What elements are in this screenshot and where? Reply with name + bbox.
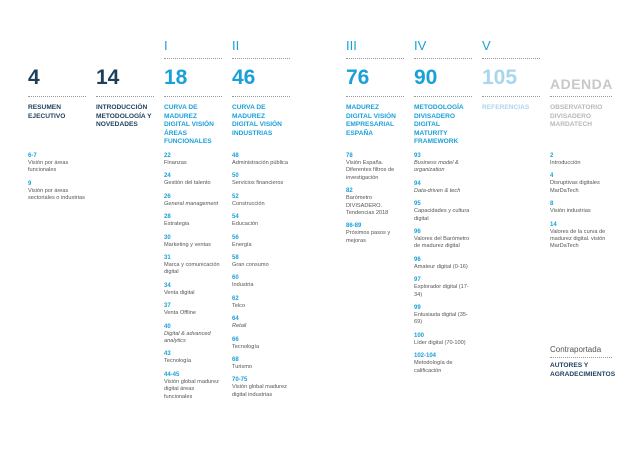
entry-page: 30 [164,234,171,241]
entry-label: Business model & organization [414,160,459,174]
entry-page: 31 [164,255,171,262]
entry-page: 6-7 [28,153,37,159]
section-divider [164,96,222,97]
section-title[interactable]: CURVA DE MADUREZ DIGITAL VISIÓN ÁREAS FUNCIONALES [164,104,214,146]
entry-page: 64 [232,316,239,323]
entry-page: 96 [414,256,421,263]
toc-entry[interactable] [164,254,222,277]
entry-label: Tecnología [164,358,192,365]
entry-label: Administración pública [232,160,288,166]
toc-entry[interactable] [414,276,472,299]
entry-label: Marketing y ventas [164,241,211,248]
entry-label: Metodología de calificación [414,360,453,374]
contraportada-label[interactable]: Contraportada [550,345,602,354]
entry-page: 95 [414,201,421,208]
toc-entry[interactable] [232,274,290,289]
toc-entry[interactable] [232,254,290,269]
entry-page: 96 [414,229,421,236]
entry-label: General management [164,200,219,207]
toc-entry[interactable] [346,152,404,182]
entry-label: Visión global madurez digital áreas funcionales [164,378,219,400]
entry-page: 4 [550,173,554,180]
entry-page: 62 [232,295,239,302]
part-divider [346,58,404,59]
section-divider [346,96,404,97]
toc-entry[interactable] [232,172,290,187]
entry-label: Líder digital (70-100) [414,339,466,346]
section-page-number[interactable]: ADENDA [550,76,613,92]
entry-page: 22 [164,153,171,159]
entry-label: Entusiasta digital (35-69) [414,312,468,326]
entry-label: Marca y comunicación digital [164,262,220,276]
entry-label: Venta Offline [164,310,196,317]
section-entries [232,152,290,404]
entry-page: 58 [232,255,239,262]
entry-label: Estrategia [164,221,190,228]
toc-entry[interactable] [164,193,222,208]
entry-label: Gran consumo [232,262,269,269]
toc-entry[interactable] [232,213,290,228]
entry-page: 86-89 [346,223,362,230]
entry-label: Barómetro DIVISADERO. Tendencias 2018 [346,195,389,217]
section-title[interactable]: REFERENCIAS [482,104,530,111]
entry-page: 52 [232,193,239,200]
entry-label: Visión por áreas funcionales [28,160,69,174]
toc-entry[interactable] [414,352,472,375]
entry-page: 2 [550,153,554,159]
entry-page: 44-45 [164,371,180,378]
section-page-number[interactable]: 90 [414,66,438,89]
section-title[interactable]: OBSERVATORIO DIVISADERO MARDATECH [550,104,603,129]
toc-entry[interactable] [164,213,222,228]
toc-entry[interactable] [28,180,86,203]
toc-entry[interactable] [414,152,472,175]
entry-page: 37 [164,303,171,310]
toc-entry[interactable] [414,304,472,327]
section-title[interactable]: INTRODUCCIÓN METODOLOGÍA Y NOVEDADES [96,104,152,129]
section-divider [28,96,86,97]
authors-and-acknowledgements[interactable]: AUTORES Y AGRADECIMIENTOS [550,362,616,378]
entry-label: Construcción [232,200,265,207]
toc-entry[interactable] [164,234,222,249]
entry-page: 99 [414,305,421,312]
toc-entry[interactable] [232,193,290,208]
section-page-number[interactable]: 46 [232,66,256,89]
section-divider [96,96,154,97]
section-title[interactable]: CURVA DE MADUREZ DIGITAL VISIÓN INDUSTRIAS [232,104,282,137]
entry-label: Digital & advanced analytics [164,330,211,345]
entry-label: Venta digital [164,289,195,296]
toc-entry[interactable] [164,302,222,317]
part-roman-numeral: V [482,38,491,53]
entry-label: Explorador digital (17-34) [414,284,469,298]
entry-label: Turismo [232,364,252,371]
toc-entry[interactable] [232,336,290,351]
part-roman-numeral: II [232,38,240,53]
entry-page: 97 [414,277,421,284]
toc-entry[interactable] [28,152,86,175]
entry-page: 100 [414,332,425,339]
toc-entry[interactable] [414,256,472,271]
entry-page: 102-104 [414,353,437,360]
toc-entry[interactable] [164,282,222,297]
toc-entry[interactable] [232,295,290,310]
entry-page: 82 [346,188,353,195]
toc-entry[interactable] [232,315,290,330]
section-page-number[interactable]: 105 [482,66,518,89]
toc-entry[interactable] [164,350,222,365]
entry-page: 68 [232,357,239,364]
entry-label: Gestión del talento [164,180,211,187]
entry-label: Valores de la curva de madurez digital. visión MarDaTech [550,228,606,250]
entry-label: Industria [232,282,254,289]
entry-page: 70-75 [232,377,248,384]
section-page-number[interactable]: 14 [96,66,120,89]
section-page-number[interactable]: 4 [28,66,40,89]
toc-entry[interactable] [414,228,472,251]
entry-label: Retail [232,323,247,330]
entry-label: Finanzas [164,160,187,166]
entry-label: Visión por áreas sectoriales o industrias [28,187,85,202]
entry-label: Energía [232,241,252,248]
part-roman-numeral: I [164,38,168,53]
entry-label: Data-driven & tech [414,187,461,194]
toc-entry[interactable] [414,180,472,195]
section-divider [550,96,612,97]
toc-entry[interactable] [232,356,290,371]
entry-page: 34 [164,282,171,289]
section-entries [550,152,612,256]
entry-page: 9 [28,180,32,187]
entry-label: Servicios financieros [232,180,284,187]
section-page-number[interactable]: 76 [346,66,370,89]
section-page-number[interactable]: 18 [164,66,188,89]
entry-label: Valores del Barómetro de madurez digital [414,236,470,250]
section-title[interactable]: RESUMEN EJECUTIVO [28,104,66,120]
entry-label: Próximos pasos y mejoras [346,230,391,244]
toc-entry[interactable] [164,152,222,167]
entry-page: 50 [232,173,239,180]
section-entries [164,152,222,406]
entry-label: Tecnología [232,343,260,350]
entry-label: Disruptivas digitales MarDaTech [550,180,600,194]
toc-entry[interactable] [346,222,404,245]
toc-entry[interactable] [232,152,290,167]
entry-page: 93 [414,153,421,159]
section-divider [232,96,290,97]
entry-page: 94 [414,180,421,187]
section-divider [414,96,472,97]
toc-entry[interactable] [346,187,404,217]
toc-entry[interactable] [550,172,612,195]
toc-entry[interactable] [414,332,472,347]
toc-entry[interactable] [550,221,612,251]
part-divider [482,58,540,59]
part-divider [414,58,472,59]
toc-entry[interactable] [232,234,290,249]
entry-page: 54 [232,214,239,221]
section-entries [414,152,472,380]
entry-page: 26 [164,193,171,200]
entry-label: Capacidades y cultura digital [414,208,470,222]
entry-page: 40 [164,323,171,330]
entry-page: 56 [232,234,239,241]
toc-entry[interactable] [414,200,472,223]
toc-entry[interactable] [550,200,612,215]
toc-entry[interactable] [164,323,222,346]
entry-page: 14 [550,221,557,228]
section-title[interactable]: MADUREZ DIGITAL VISIÓN EMPRESARIAL ESPAÑA [346,104,396,137]
entry-label: Telco [232,302,246,309]
part-roman-numeral: IV [414,38,427,53]
part-divider [164,58,222,59]
toc-entry[interactable] [232,376,290,399]
part-roman-numeral: III [346,38,357,53]
toc-entry[interactable] [164,371,222,401]
entry-page: 24 [164,173,171,180]
toc-entry[interactable] [550,152,612,167]
entry-label: Visión España. Diferentes filtros de investigación [346,160,395,181]
entry-page: 28 [164,214,171,221]
section-title[interactable]: METODOLOGÍA DIVISADERO DIGITAL MATURITY FRAMEWORK [414,104,464,146]
section-entries [346,152,404,250]
entry-label: Amateur digital (0-16) [414,263,468,270]
section-entries [28,152,86,208]
part-divider [232,58,290,59]
entry-label: Visión industrias [550,208,591,215]
entry-label: Visión global madurez digital industrias [232,384,287,398]
entry-page: 43 [164,351,171,358]
entry-page: 66 [232,336,239,343]
section-divider [482,96,540,97]
entry-label: Introducción [550,160,581,166]
toc-entry[interactable] [164,172,222,187]
entry-label: Educación [232,221,259,228]
entry-page: 48 [232,153,239,159]
entry-page: 60 [232,275,239,282]
entry-page: 78 [346,153,353,159]
contraportada-divider [550,357,612,358]
entry-page: 8 [550,201,554,208]
